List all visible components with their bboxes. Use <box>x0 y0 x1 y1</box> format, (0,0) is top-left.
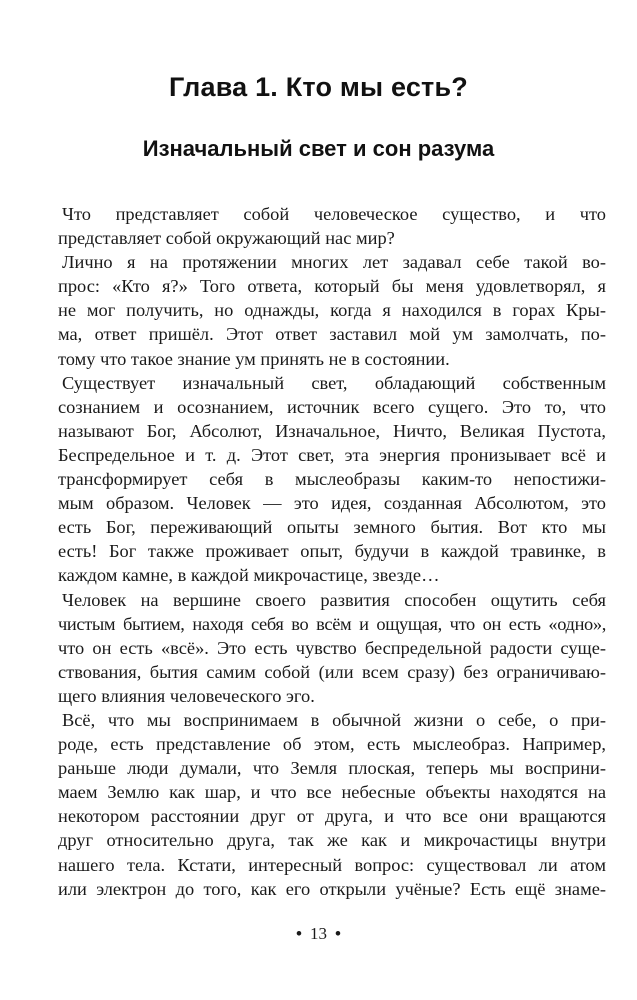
text-line: каждом камне, в каждой микрочастице, звезде… <box>58 565 440 586</box>
text-line: сознанием и осознанием, источник всего сущего. Это то, что <box>58 396 606 417</box>
chapter-title: Глава 1. Кто мы есть? <box>169 72 468 102</box>
text-line: Всё, что мы воспринимаем в обычной жизни о себе, о при- <box>62 709 606 730</box>
text-line: есть Бог, переживающий опыты земного бытия. Вот кто мы <box>58 517 606 538</box>
text-line: ствования, бытия самим собой (или всем сразу) без ограничиваю- <box>58 661 606 682</box>
page-number <box>0 924 637 944</box>
text-line: называют Бог, Абсолют, Изначальное, Ничто, Великая Пустота, <box>58 420 606 441</box>
text-line: чистым бытием, находя себя во всём и ощущая, что он есть «одно», <box>58 613 606 634</box>
text-line: ма, ответ пришёл. Этот ответ заставил мой ум замолчать, по- <box>58 324 606 345</box>
bullet-left: • <box>296 924 302 943</box>
text-line: или электрон до того, как его открыли учёные? Есть ещё знаме- <box>58 878 606 899</box>
text-line: друг относительно друга, так же как и микрочастицы внутри <box>58 830 606 851</box>
text-line: прос: «Кто я?» Того ответа, который бы меня удовлетворял, я <box>58 276 606 297</box>
text-line: Существует изначальный свет, обладающий собственным <box>62 372 606 393</box>
section-title: Изначальный свет и сон разума <box>142 136 495 161</box>
text-line: представляет собой окружающий нас мир? <box>58 228 395 249</box>
text-line: трансформирует себя в мыслеобразы каким-то непостижи- <box>58 469 606 490</box>
text-line: что он есть «всё». Это есть чувство беспредельной радости суще- <box>58 637 606 658</box>
text-line: Лично я на протяжении многих лет задавал себе такой во- <box>62 252 606 273</box>
text-line: тому что такое знание ум принять не в состоянии. <box>58 348 450 369</box>
text-line: раньше люди думали, что Земля плоская, теперь мы восприни- <box>58 758 606 779</box>
text-line: нашего тела. Кстати, интересный вопрос: существовал ли атом <box>58 854 606 875</box>
text-line: мым образом. Человек — это идея, созданная Абсолютом, это <box>58 493 606 514</box>
text-line: Беспредельное и т. д. Этот свет, эта энергия пронизывает всё и <box>58 444 606 465</box>
bullet-right: • <box>335 924 341 943</box>
text-line: Человек на вершине своего развития способен ощутить себя <box>62 589 606 610</box>
page-number-value: 13 <box>310 924 327 943</box>
text-line: некотором расстоянии друг от друга, и что все они вращаются <box>58 806 606 827</box>
body-text <box>60 202 606 901</box>
text-line: есть! Бог также проживает опыт, будучи в каждой травинке, в <box>58 541 606 562</box>
text-line: щего влияния человеческого эго. <box>58 685 315 706</box>
text-line: роде, есть представление об этом, есть мыслеобраз. Например, <box>58 734 606 755</box>
text-line: не мог получить, но однажды, когда я находился в горах Кры- <box>58 300 606 321</box>
text-line: маем Землю как шар, и что все небесные объекты находятся на <box>58 782 606 803</box>
text-line: Что представляет собой человеческое существо, и что <box>62 204 606 224</box>
